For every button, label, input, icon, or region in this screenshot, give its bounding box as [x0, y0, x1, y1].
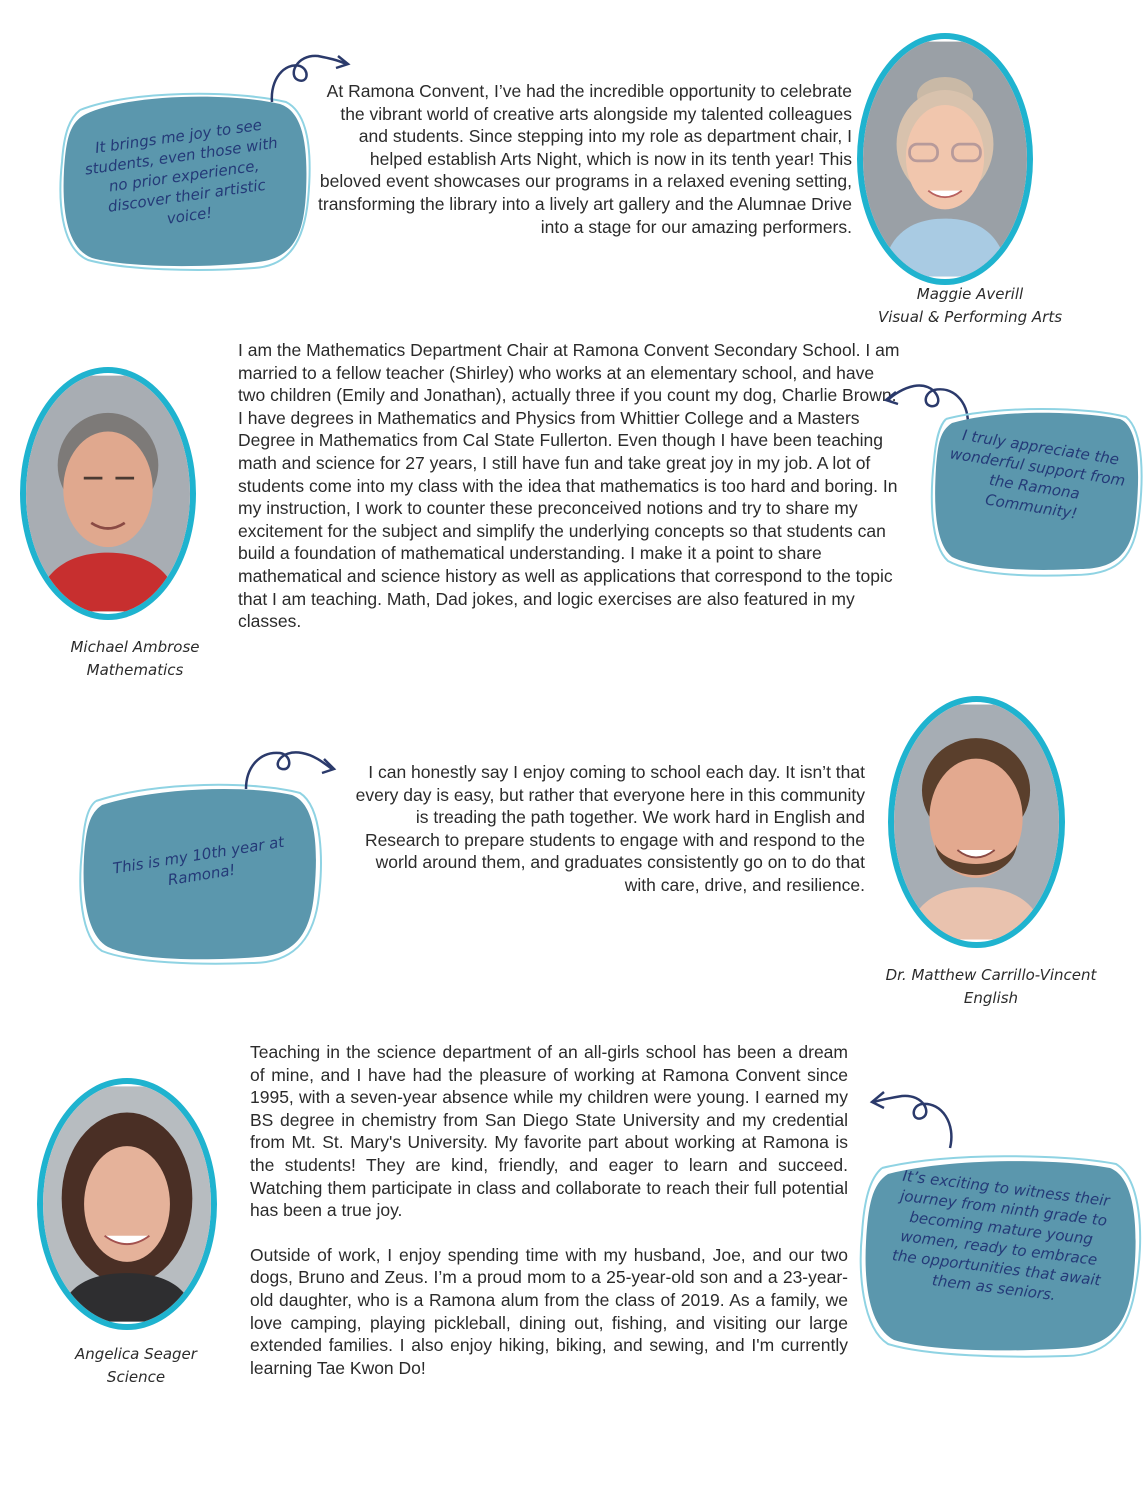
person-photo-icon	[894, 702, 1059, 942]
portrait-carrillo	[888, 696, 1065, 948]
curved-arrow-icon	[240, 745, 340, 795]
bio-ambrose: I am the Mathematics Department Chair at Ramona Convent Secondary School. I am married to a fellow teacher (Shirley) who works at an elementary school, and have two children (Emily and Jonathan), actually three if you count my dog, Charlie Brown. I have degrees in Mathematics and Physics from Whittier College and a Masters Degree in Mathematics from Cal State Fullerton. Even though I have been teaching math and science for 27 years, I still have fun and take great joy in my job. A lot of students come into my class with the idea that mathematics is too hard and boring. In my instruction, I work to counter these preconceived notions and try to share my excitement for the subject and simplify the underlying concepts so that students can build a foundation of mathematical understanding. I make it a point to share mathematical and science history as well as applications that correspond to the topic that I am teaching. Math, Dad jokes, and logic exercises are also featured in my classes.	[238, 340, 900, 632]
quote-bubble-seager	[858, 1150, 1142, 1360]
quote-text: It’s exciting to witness their journey from ninth grade to becoming mature young women, ready to embrace the opportunities that await them as seniors.	[891, 1166, 1111, 1305]
curved-arrow-icon	[866, 1086, 966, 1152]
teacher-name: Dr. Matthew Carrillo-Vincent	[885, 966, 1097, 984]
portrait-ambrose	[20, 367, 196, 620]
quote-text: I truly appreciate the wonderful support from the Ramona Community!	[948, 426, 1127, 523]
teacher-name: Michael Ambrose	[70, 638, 200, 656]
caption-seager	[20, 1343, 252, 1389]
teacher-name: Angelica Seager	[75, 1345, 197, 1363]
quote-bubble-carrillo	[78, 775, 322, 965]
bio-averill: At Ramona Convent, I’ve had the incredible opportunity to celebrate the vibrant world of creative arts alongside my talented colleagues and students. Since stepping into my role as department chair, I helped establish Arts Night, which is now in its tenth year! This beloved event showcases our programs in a relaxed evening setting, transforming the library into a lively art gallery and the Alumnae Drive into a stage for our amazing performers.	[318, 81, 852, 237]
teacher-name: Maggie Averill	[916, 285, 1024, 303]
person-photo-icon	[863, 39, 1027, 279]
person-photo-icon	[26, 373, 190, 614]
caption-averill	[845, 283, 1095, 329]
teacher-department: Visual & Performing Arts	[877, 308, 1063, 326]
quote-bubble-averill	[58, 88, 310, 272]
person-photo-icon	[43, 1084, 211, 1324]
teacher-department: Mathematics	[86, 661, 184, 679]
portrait-seager	[37, 1078, 217, 1330]
bio-seager: Teaching in the science department of an all-girls school has been a dream of mine, and I have had the pleasure of working at Ramona Convent since 1995, with a seven-year absence while my children were young. I earned my BS degree in chemistry from San Diego State University and my credential from Mt. St. Mary's University. My favorite part about working at Ramona is the students! They are kind, friendly, and eager to learn and succeed. Watching them participate in class and collaborate to reach their full potential has been a true joy. Outside of work, I enjoy spending time with my husband, Joe, and our two dogs, Bruno and Zeus. I’m a proud mom to a 25-year-old son and a 23-year-old daughter, who is a Ramona alum from the class of 2019. As a family, we love camping, playing pickleball, dining out, fishing, and visiting our large extended families. I also enjoy hiking, biking, and sewing, and I'm currently learning Tae Kwon Do!	[250, 1042, 848, 1378]
teacher-department: Science	[106, 1368, 166, 1386]
quote-text: It brings me joy to see students, even those with no prior experience, discover their artistic voice!	[83, 115, 279, 228]
bio-carrillo: I can honestly say I enjoy coming to school each day. It isn’t that every day is easy, but rather that everyone here in this community is treading the path together. We work hard in English and Research to prepare students to engage with and respond to the world around them, and graduates consistently go on to do that with care, drive, and resilience.	[355, 762, 865, 895]
teacher-department: English	[963, 989, 1019, 1007]
caption-carrillo	[860, 964, 1122, 1010]
quote-text: This is my 10th year at Ramona!	[111, 832, 286, 890]
caption-ambrose	[10, 636, 260, 682]
portrait-averill	[857, 33, 1033, 285]
quote-bubble-ambrose	[930, 405, 1142, 575]
